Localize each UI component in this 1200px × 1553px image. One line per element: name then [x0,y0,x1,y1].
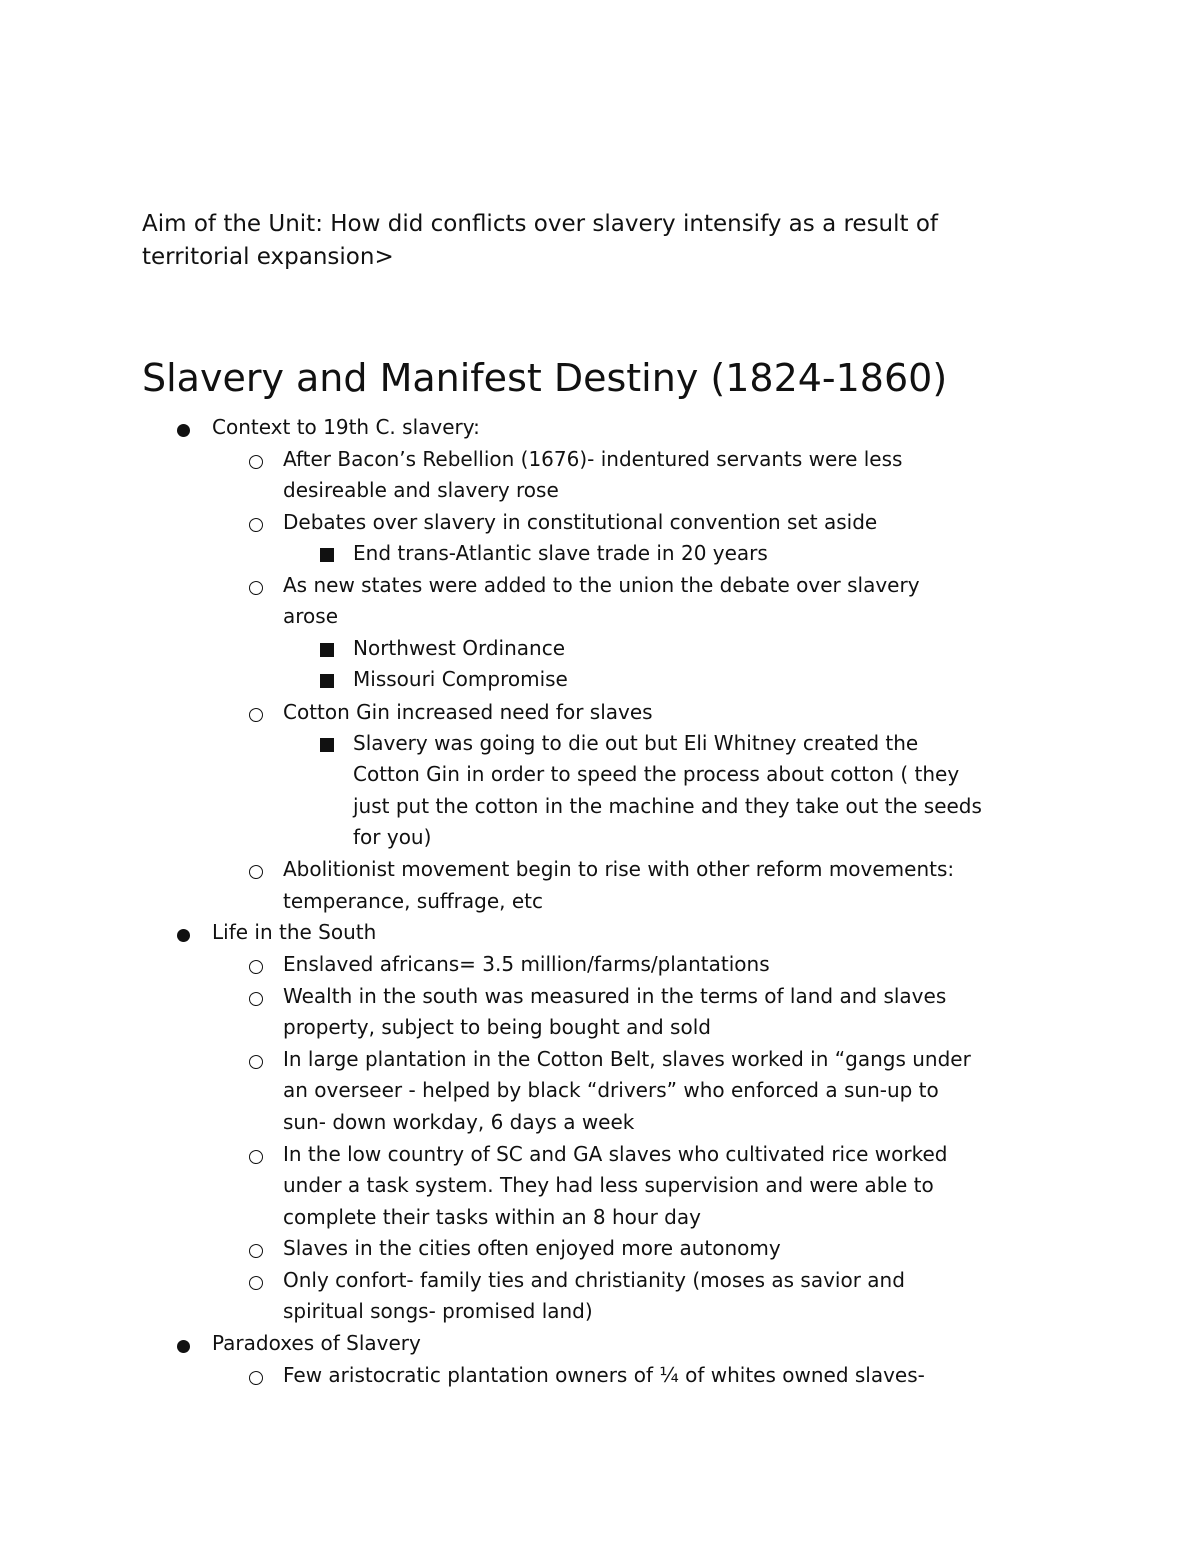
list-item-line: property, subject to being bought and sold [283,1015,711,1039]
bullet-circle-icon [249,992,263,1006]
bullet-circle-icon [249,708,263,722]
list-item-line: under a task system. They had less supervision and were able to [283,1173,934,1197]
list-item-line: In large plantation in the Cotton Belt, slaves worked in “gangs under [283,1047,971,1071]
section-heading: Paradoxes of Slavery [212,1331,421,1355]
list-item-line: Enslaved africans= 3.5 million/farms/plantations [283,952,770,976]
list-item-line: an overseer - helped by black “drivers” who enforced a sun-up to [283,1078,939,1102]
bullet-circle-icon [249,455,263,469]
bullet-square-icon [320,674,334,688]
bullet-circle-icon [249,1371,263,1385]
bullet-disc-icon [177,929,190,942]
list-item-line: Cotton Gin increased need for slaves [283,700,653,724]
sub-item-line: Missouri Compromise [353,667,568,691]
sub-item-line: Cotton Gin in order to speed the process about cotton ( they [353,762,960,786]
bullet-disc-icon [177,424,190,437]
sub-item-line: for you) [353,825,432,849]
list-item-line: Only confort- family ties and christianity (moses as savior and [283,1268,905,1292]
list-item-line: Wealth in the south was measured in the terms of land and slaves [283,984,947,1008]
list-item-line: arose [283,604,338,628]
list-item-line: complete their tasks within an 8 hour day [283,1205,701,1229]
bullet-square-icon [320,738,334,752]
sub-item-line: just put the cotton in the machine and they take out the seeds [353,794,982,818]
sub-item-line: End trans-Atlantic slave trade in 20 years [353,541,768,565]
list-item-line: sun- down workday, 6 days a week [283,1110,635,1134]
bullet-disc-icon [177,1340,190,1353]
unit-aim-line-1: Aim of the Unit: How did conflicts over slavery intensify as a result of [142,211,939,237]
list-item-line: In the low country of SC and GA slaves who cultivated rice worked [283,1142,948,1166]
bullet-square-icon [320,643,334,657]
bullet-circle-icon [249,960,263,974]
list-item-line: Debates over slavery in constitutional convention set aside [283,510,878,534]
bullet-circle-icon [249,1276,263,1290]
bullet-circle-icon [249,1150,263,1164]
bullet-circle-icon [249,581,263,595]
list-item-line: temperance, suffrage, etc [283,889,544,913]
list-item-line: As new states were added to the union the debate over slavery [283,573,920,597]
section-heading: Life in the South [212,920,377,944]
list-item-line: Abolitionist movement begin to rise with other reform movements: [283,857,955,881]
bullet-circle-icon [249,865,263,879]
page-title: Slavery and Manifest Destiny (1824-1860) [142,356,948,400]
bullet-circle-icon [249,1244,263,1258]
list-item-line: desireable and slavery rose [283,478,559,502]
unit-aim-line-2: territorial expansion> [142,244,394,270]
list-item-line: Few aristocratic plantation owners of ¼ of whites owned slaves- [283,1363,925,1387]
list-item-line: spiritual songs- promised land) [283,1299,593,1323]
list-item-line: Slaves in the cities often enjoyed more autonomy [283,1236,781,1260]
section-heading: Context to 19th C. slavery: [212,415,480,439]
unit-aim [142,208,1042,274]
sub-item-line: Northwest Ordinance [353,636,565,660]
bullet-circle-icon [249,518,263,532]
list-item-line: After Bacon’s Rebellion (1676)- indentured servants were less [283,447,903,471]
bullet-square-icon [320,548,334,562]
bullet-circle-icon [249,1055,263,1069]
sub-item-line: Slavery was going to die out but Eli Whitney created the [353,731,919,755]
